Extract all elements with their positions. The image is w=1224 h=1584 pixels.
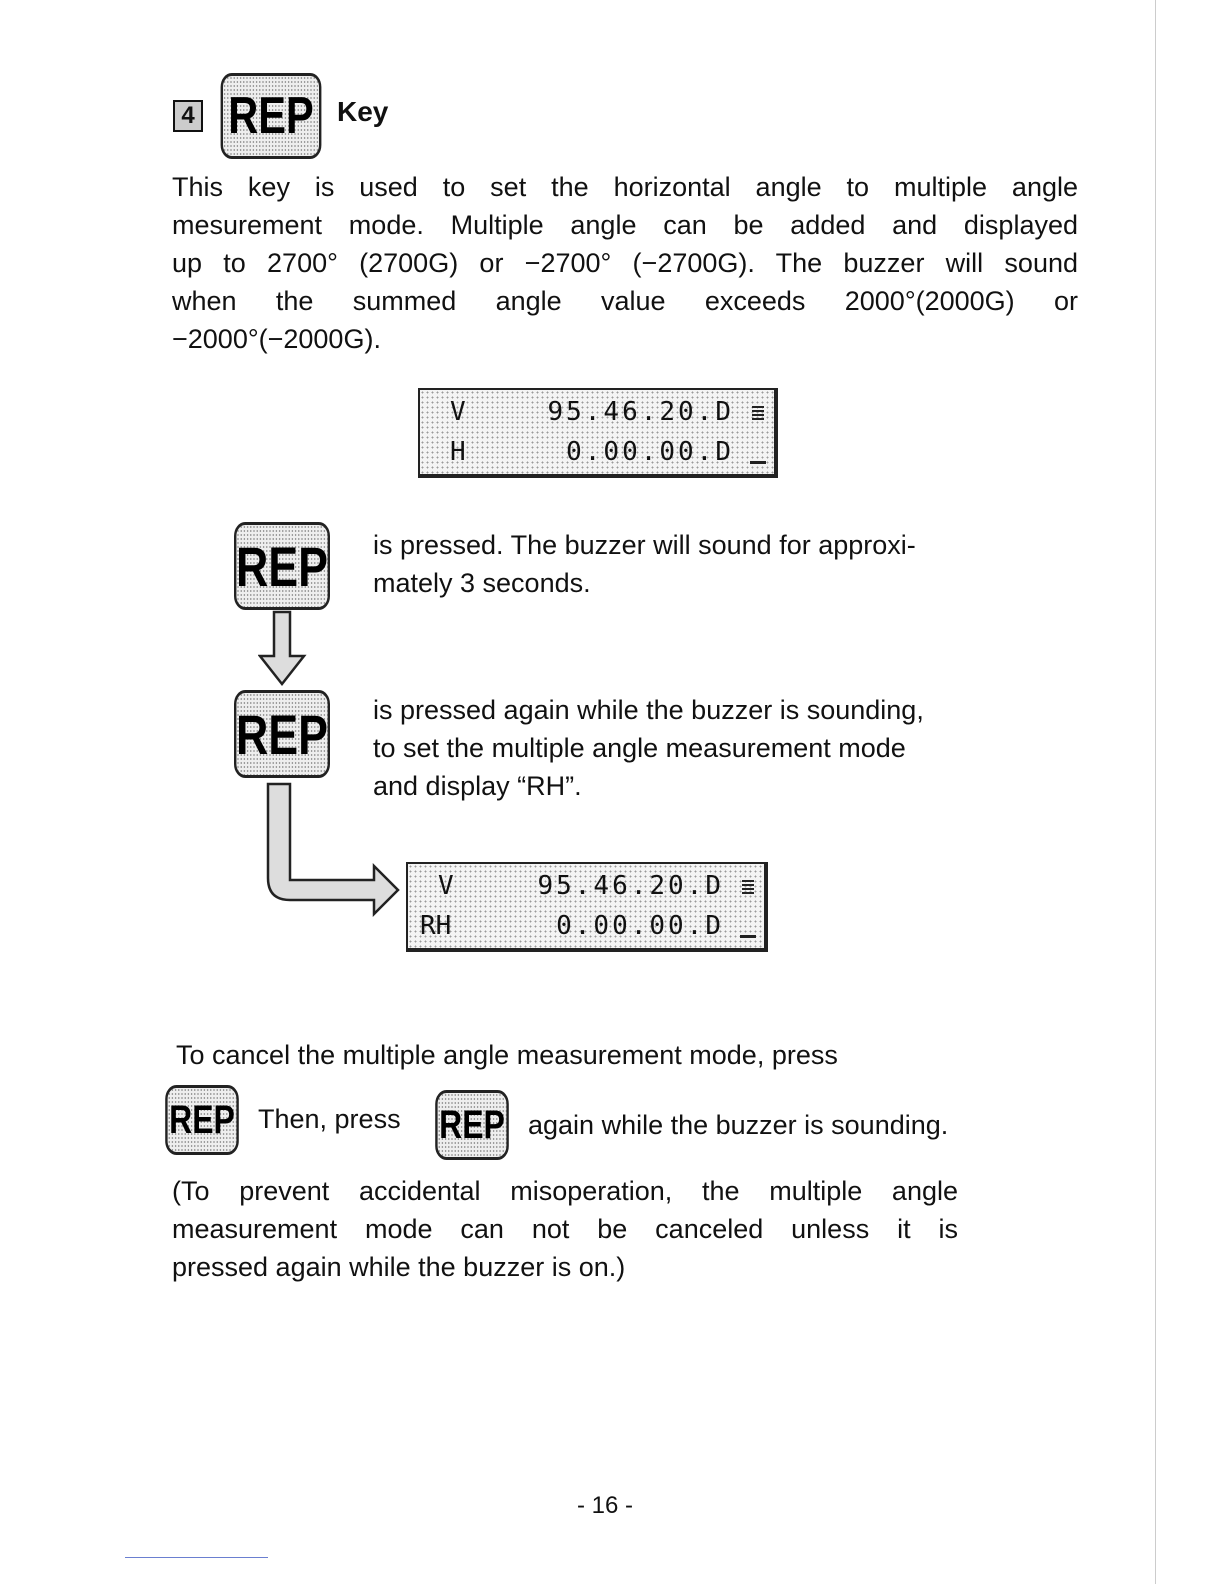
intro-paragraph <box>172 168 1078 358</box>
lcd-value-v: 95.46.20.D <box>547 397 734 427</box>
section-title: Key <box>337 96 389 127</box>
lcd-value-h: 0.00.00.D <box>566 437 734 467</box>
down-arrow-icon <box>258 610 308 688</box>
lcd-display-repeat <box>406 862 768 952</box>
step1-text <box>373 526 916 602</box>
step2-line: and display “RH”. <box>373 771 582 801</box>
lcd-label-h: H <box>450 437 466 467</box>
intro-line: −2000°(−2000G). <box>172 324 381 354</box>
note-paragraph <box>172 1172 958 1286</box>
section-number-badge: 4 <box>173 100 203 132</box>
page-edge-line <box>1155 0 1156 1584</box>
page-number: - 16 - <box>576 1492 633 1519</box>
cancel-then-text: Then, press <box>258 1104 401 1134</box>
cursor-icon <box>750 461 766 464</box>
l-shaped-arrow-icon <box>262 782 402 932</box>
rep-key-icon: REP <box>221 73 322 159</box>
lcd-value-v: 95.46.20.D <box>537 871 724 901</box>
footer-rule <box>125 1557 268 1558</box>
lcd-display-initial <box>418 388 778 478</box>
note-line: measurement mode can not be canceled unless it is <box>172 1214 958 1244</box>
intro-line: This key is used to set the horizontal angle to multiple angle <box>172 172 1078 202</box>
lcd-label-v: V <box>450 397 466 427</box>
rep-key-icon: REP <box>165 1085 239 1155</box>
intro-line: mesurement mode. Multiple angle can be added and displayed <box>172 210 1078 240</box>
rep-key-icon: REP <box>234 690 330 778</box>
indicator-icon <box>742 878 754 894</box>
intro-line: when the summed angle value exceeds 2000°(2000G) or <box>172 286 1078 316</box>
cancel-after-text: again while the buzzer is sounding. <box>528 1110 949 1140</box>
lcd-value-rh: 0.00.00.D <box>556 911 724 941</box>
indicator-icon <box>752 404 764 420</box>
step1-line: mately 3 seconds. <box>373 568 591 598</box>
note-line: (To prevent accidental misoperation, the multiple angle <box>172 1176 958 1206</box>
step2-line: to set the multiple angle measurement mode <box>373 733 906 763</box>
rep-key-icon: REP <box>435 1090 509 1160</box>
intro-line: up to 2700° (2700G) or −2700° (−2700G). The buzzer will sound <box>172 248 1078 278</box>
note-line: pressed again while the buzzer is on.) <box>172 1252 626 1282</box>
rep-key-icon: REP <box>234 522 330 610</box>
lcd-label-rh: RH <box>420 911 452 941</box>
step2-line: is pressed again while the buzzer is sounding, <box>373 695 924 725</box>
step1-line: is pressed. The buzzer will sound for approxi- <box>373 530 916 560</box>
cancel-intro: To cancel the multiple angle measurement mode, press <box>176 1040 838 1070</box>
step2-text <box>373 691 924 805</box>
lcd-label-v: V <box>438 871 454 901</box>
cursor-icon <box>740 935 756 938</box>
